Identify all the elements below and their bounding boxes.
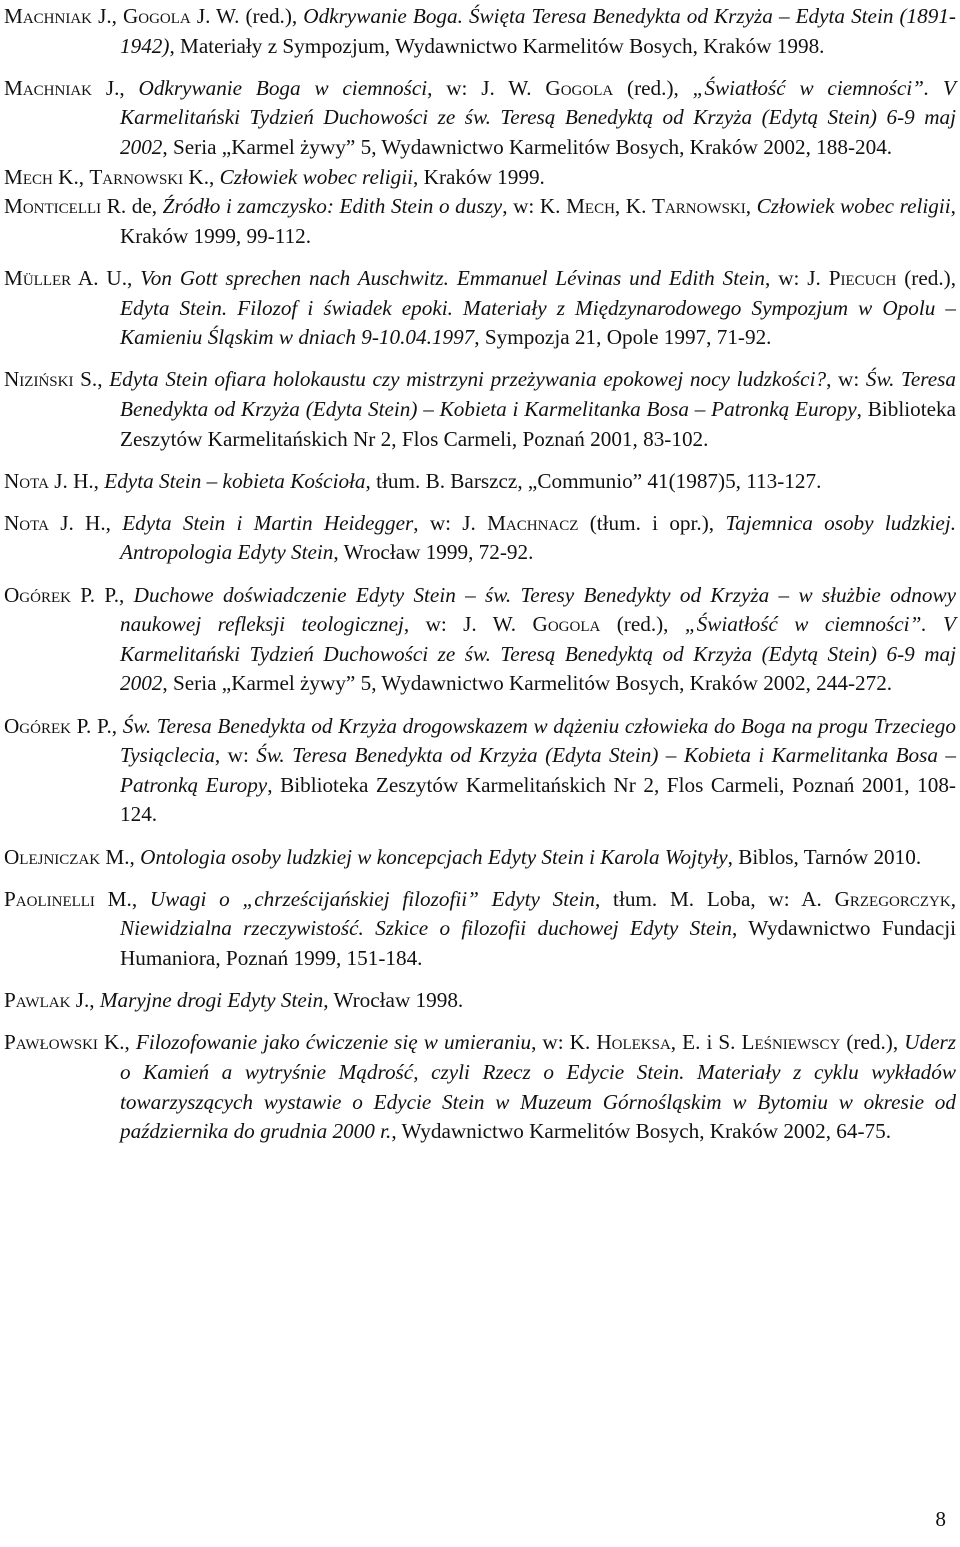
author-name: Machniak xyxy=(4,75,93,100)
entry-text: , w: xyxy=(214,743,257,768)
entry-text: (red.), xyxy=(840,1030,905,1055)
entry-text: , Wydawnictwo Fundacji Humaniora, Poznań 1999, 151-184. xyxy=(120,916,956,970)
author-name: Nota xyxy=(4,510,49,535)
entry-text: , xyxy=(745,194,757,219)
author-name: Gogola xyxy=(122,4,191,28)
work-title: Edyta Stein – kobieta Kościoła xyxy=(104,468,366,493)
author-name: Ogórek xyxy=(4,582,71,607)
entry-text: P. P., xyxy=(70,713,123,738)
author-name: Ogórek xyxy=(4,713,71,738)
work-title: Św. Teresa Benedykta od Krzyża (Edyta Stein) – Kobieta i Karmelitanka Bosa – Patronką Europy xyxy=(120,743,956,797)
entry-text: R. de, xyxy=(101,194,163,219)
work-title: Św. Teresa Benedykta od Krzyża drogowskazem w dążeniu człowieka do Boga na progu Trzeciego Tysiąclecia xyxy=(120,713,956,768)
work-title: Uwagi o „chrześcijańskiej filozofii” Edyty Stein xyxy=(149,886,595,911)
author-name: Holeksa xyxy=(596,1030,671,1055)
work-title: Odkrywanie Boga w ciemności xyxy=(138,75,428,100)
author-name: Tarnowski xyxy=(89,164,184,189)
author-name: Machnacz xyxy=(487,510,579,535)
entry-text: , Biblioteka Zeszytów Karmelitańskich Nr 2, Flos Carmeli, Poznań 2001, 108-124. xyxy=(120,772,956,827)
entry-text: (red.), xyxy=(613,75,693,100)
bibliography-entry xyxy=(4,843,956,873)
entry-text: M., xyxy=(100,844,141,869)
bibliography-entry xyxy=(4,163,956,193)
entry-text: K., xyxy=(183,164,220,189)
work-title: Człowiek wobec religii xyxy=(756,194,951,219)
entry-text: , Wrocław 1999, 72-92. xyxy=(333,540,534,565)
entry-text: , Materiały z Sympozjum, Wydawnictwo Karmelitów Bosych, Kraków 1998. xyxy=(169,33,825,58)
entry-text: (red.), xyxy=(896,265,956,290)
bibliography-entry xyxy=(4,509,956,568)
work-title: Odkrywanie Boga. Święta Teresa Benedykta od Krzyża – Edyta Stein (1891-1942) xyxy=(120,4,956,58)
entry-text: , Wrocław 1998. xyxy=(323,988,464,1013)
entry-text: , xyxy=(950,886,956,911)
entry-text: J. H., xyxy=(48,510,123,535)
author-name: Monticelli xyxy=(4,194,102,219)
bibliography-entry xyxy=(4,74,956,163)
entry-text: (red.), xyxy=(600,612,685,637)
author-name: Paolinelli xyxy=(4,886,95,911)
entry-text: , Biblioteka Zeszytów Karmelitańskich Nr 2, Flos Carmeli, Poznań 2001, 83-102. xyxy=(120,396,956,451)
entry-text: (tłum. i opr.), xyxy=(578,510,726,535)
work-title: Niewidzialna rzeczywistość. Szkice o filozofii duchowej Edyty Stein xyxy=(120,916,732,941)
entry-text: K., xyxy=(52,164,90,189)
author-name: Niziński xyxy=(4,367,74,392)
work-title: Duchowe doświadczenie Edyty Stein – św. Teresy Benedykty od Krzyża – w służbie odnowy naukowej refleksji teologicznej xyxy=(120,582,956,637)
author-name: Mech xyxy=(4,164,53,189)
entry-text: , w: K. xyxy=(531,1030,597,1055)
author-name: Pawłowski xyxy=(4,1030,98,1055)
entry-text: , Seria „Karmel żywy” 5, Wydawnictwo Karmelitów Bosych, Kraków 2002, 188-204. xyxy=(162,134,893,159)
entry-text: J., xyxy=(70,988,100,1013)
bibliography-entry xyxy=(4,467,956,497)
entry-text: , Sympozja 21, Opole 1997, 71-92. xyxy=(474,325,772,350)
author-name: Gogola xyxy=(532,612,601,637)
entry-text: , w: J. xyxy=(413,510,488,535)
work-title: Człowiek wobec religii xyxy=(219,164,414,189)
entry-text: , Kraków 1999. xyxy=(413,164,545,189)
work-title: Von Gott sprechen nach Auschwitz. Emmanuel Lévinas und Edith Stein xyxy=(140,265,765,290)
entry-text: S., xyxy=(73,367,110,392)
author-name: Olejniczak xyxy=(4,844,101,869)
bibliography-entry xyxy=(4,264,956,353)
work-title: Edyta Stein. Filozof i świadek epoki. Materiały z Międzynarodowego Sympozjum w Opolu – Kamieniu Śląskim w dniach 9-10.04.1997 xyxy=(120,295,956,350)
page-number: 8 xyxy=(935,1507,946,1531)
bibliography-entry xyxy=(4,192,956,251)
entry-text: , Wydawnictwo Karmelitów Bosych, Kraków 2002, 64-75. xyxy=(391,1119,892,1144)
work-title: Ontologia osoby ludzkiej w koncepcjach Edyty Stein i Karola Wojtyły xyxy=(140,844,728,869)
bibliography-entry xyxy=(4,365,956,454)
author-name: Gogola xyxy=(545,75,614,100)
bibliography-entry xyxy=(4,885,956,974)
author-name: Nota xyxy=(4,468,49,493)
work-title: „Światłość w ciemności”. V Karmelitański Tydzień Duchowości ze św. Teresą Benedyktą od Krzyża (Edytą Stein) 6-9 maj 2002 xyxy=(120,75,956,159)
entry-text: K., xyxy=(97,1030,136,1055)
entry-text: , tłum. B. Barszcz, „Communio” 41(1987)5, 113-127. xyxy=(365,468,822,493)
entry-text: , Biblos, Tarnów 2010. xyxy=(727,844,922,869)
entry-text: P. P., xyxy=(70,582,134,607)
entry-text: M., xyxy=(94,886,150,911)
bibliography-entry xyxy=(4,2,956,61)
entry-text: , Seria „Karmel żywy” 5, Wydawnictwo Karmelitów Bosych, Kraków 2002, 244-272. xyxy=(162,671,893,696)
entry-text: , K. xyxy=(614,194,652,219)
author-name: Machniak xyxy=(4,4,93,28)
work-title: Maryjne drogi Edyty Stein xyxy=(99,988,324,1013)
entry-text: J. W. (red.), xyxy=(190,4,304,28)
bibliography-list xyxy=(4,2,956,1159)
entry-text: , w: J. W. xyxy=(427,75,546,100)
work-title: Uderz o Kamień a wytryśnie Mądrość, czyli Rzecz o Edycie Stein. Materiały z cyklu wykładów towarzyszących wystawie o Edycie Stein w Muzeum Górnośląskim w Bytomiu w okresie od października do grudnia 2000 r. xyxy=(120,1030,956,1144)
bibliography-entry xyxy=(4,986,956,1016)
author-name: Tarnowski xyxy=(652,194,746,219)
work-title: Edyta Stein i Martin Heidegger xyxy=(122,510,414,535)
entry-text: J. H., xyxy=(48,468,105,493)
author-name: Pawlak xyxy=(4,988,71,1013)
author-name: Piecuch xyxy=(828,265,897,290)
entry-text: , tłum. M. Loba, w: A. xyxy=(595,886,835,911)
entry-text: , w: J. W. xyxy=(403,612,533,637)
bibliography-entry xyxy=(4,712,956,830)
bibliography-entry xyxy=(4,581,956,699)
author-name: Leśniewscy xyxy=(741,1030,841,1055)
entry-text: J., xyxy=(92,75,139,100)
work-title: „Światłość w ciemności”. V Karmelitański Tydzień Duchowości ze św. Teresą Benedyktą od Krzyża (Edytą Stein) 6-9 maj 2002 xyxy=(120,612,956,696)
entry-text: J., xyxy=(92,4,123,28)
entry-text: , w: xyxy=(826,367,866,392)
entry-text: , w: J. xyxy=(765,265,829,290)
entry-text: , E. i S. xyxy=(670,1030,742,1055)
author-name: Grzegorczyk xyxy=(834,886,951,911)
author-name: Müller xyxy=(4,265,72,290)
entry-text: A. U., xyxy=(71,265,141,290)
entry-text: , Kraków 1999, 99-112. xyxy=(120,194,956,248)
work-title: Tajemnica osoby ludzkiej. Antropologia Edyty Stein xyxy=(120,510,957,565)
bibliography-entry xyxy=(4,1028,956,1146)
work-title: Filozofowanie jako ćwiczenie się w umieraniu xyxy=(135,1030,532,1055)
work-title: Św. Teresa Benedykta od Krzyża (Edyta Stein) – Kobieta i Karmelitanka Bosa – Patronką Europy xyxy=(120,367,956,421)
author-name: Mech xyxy=(566,194,615,219)
work-title: Edyta Stein ofiara holokaustu czy mistrzyni przeżywania epokowej nocy ludzkości? xyxy=(109,367,827,392)
entry-text: , w: K. xyxy=(502,194,567,219)
work-title: Źródło i zamczysko: Edith Stein o duszy xyxy=(162,194,503,219)
